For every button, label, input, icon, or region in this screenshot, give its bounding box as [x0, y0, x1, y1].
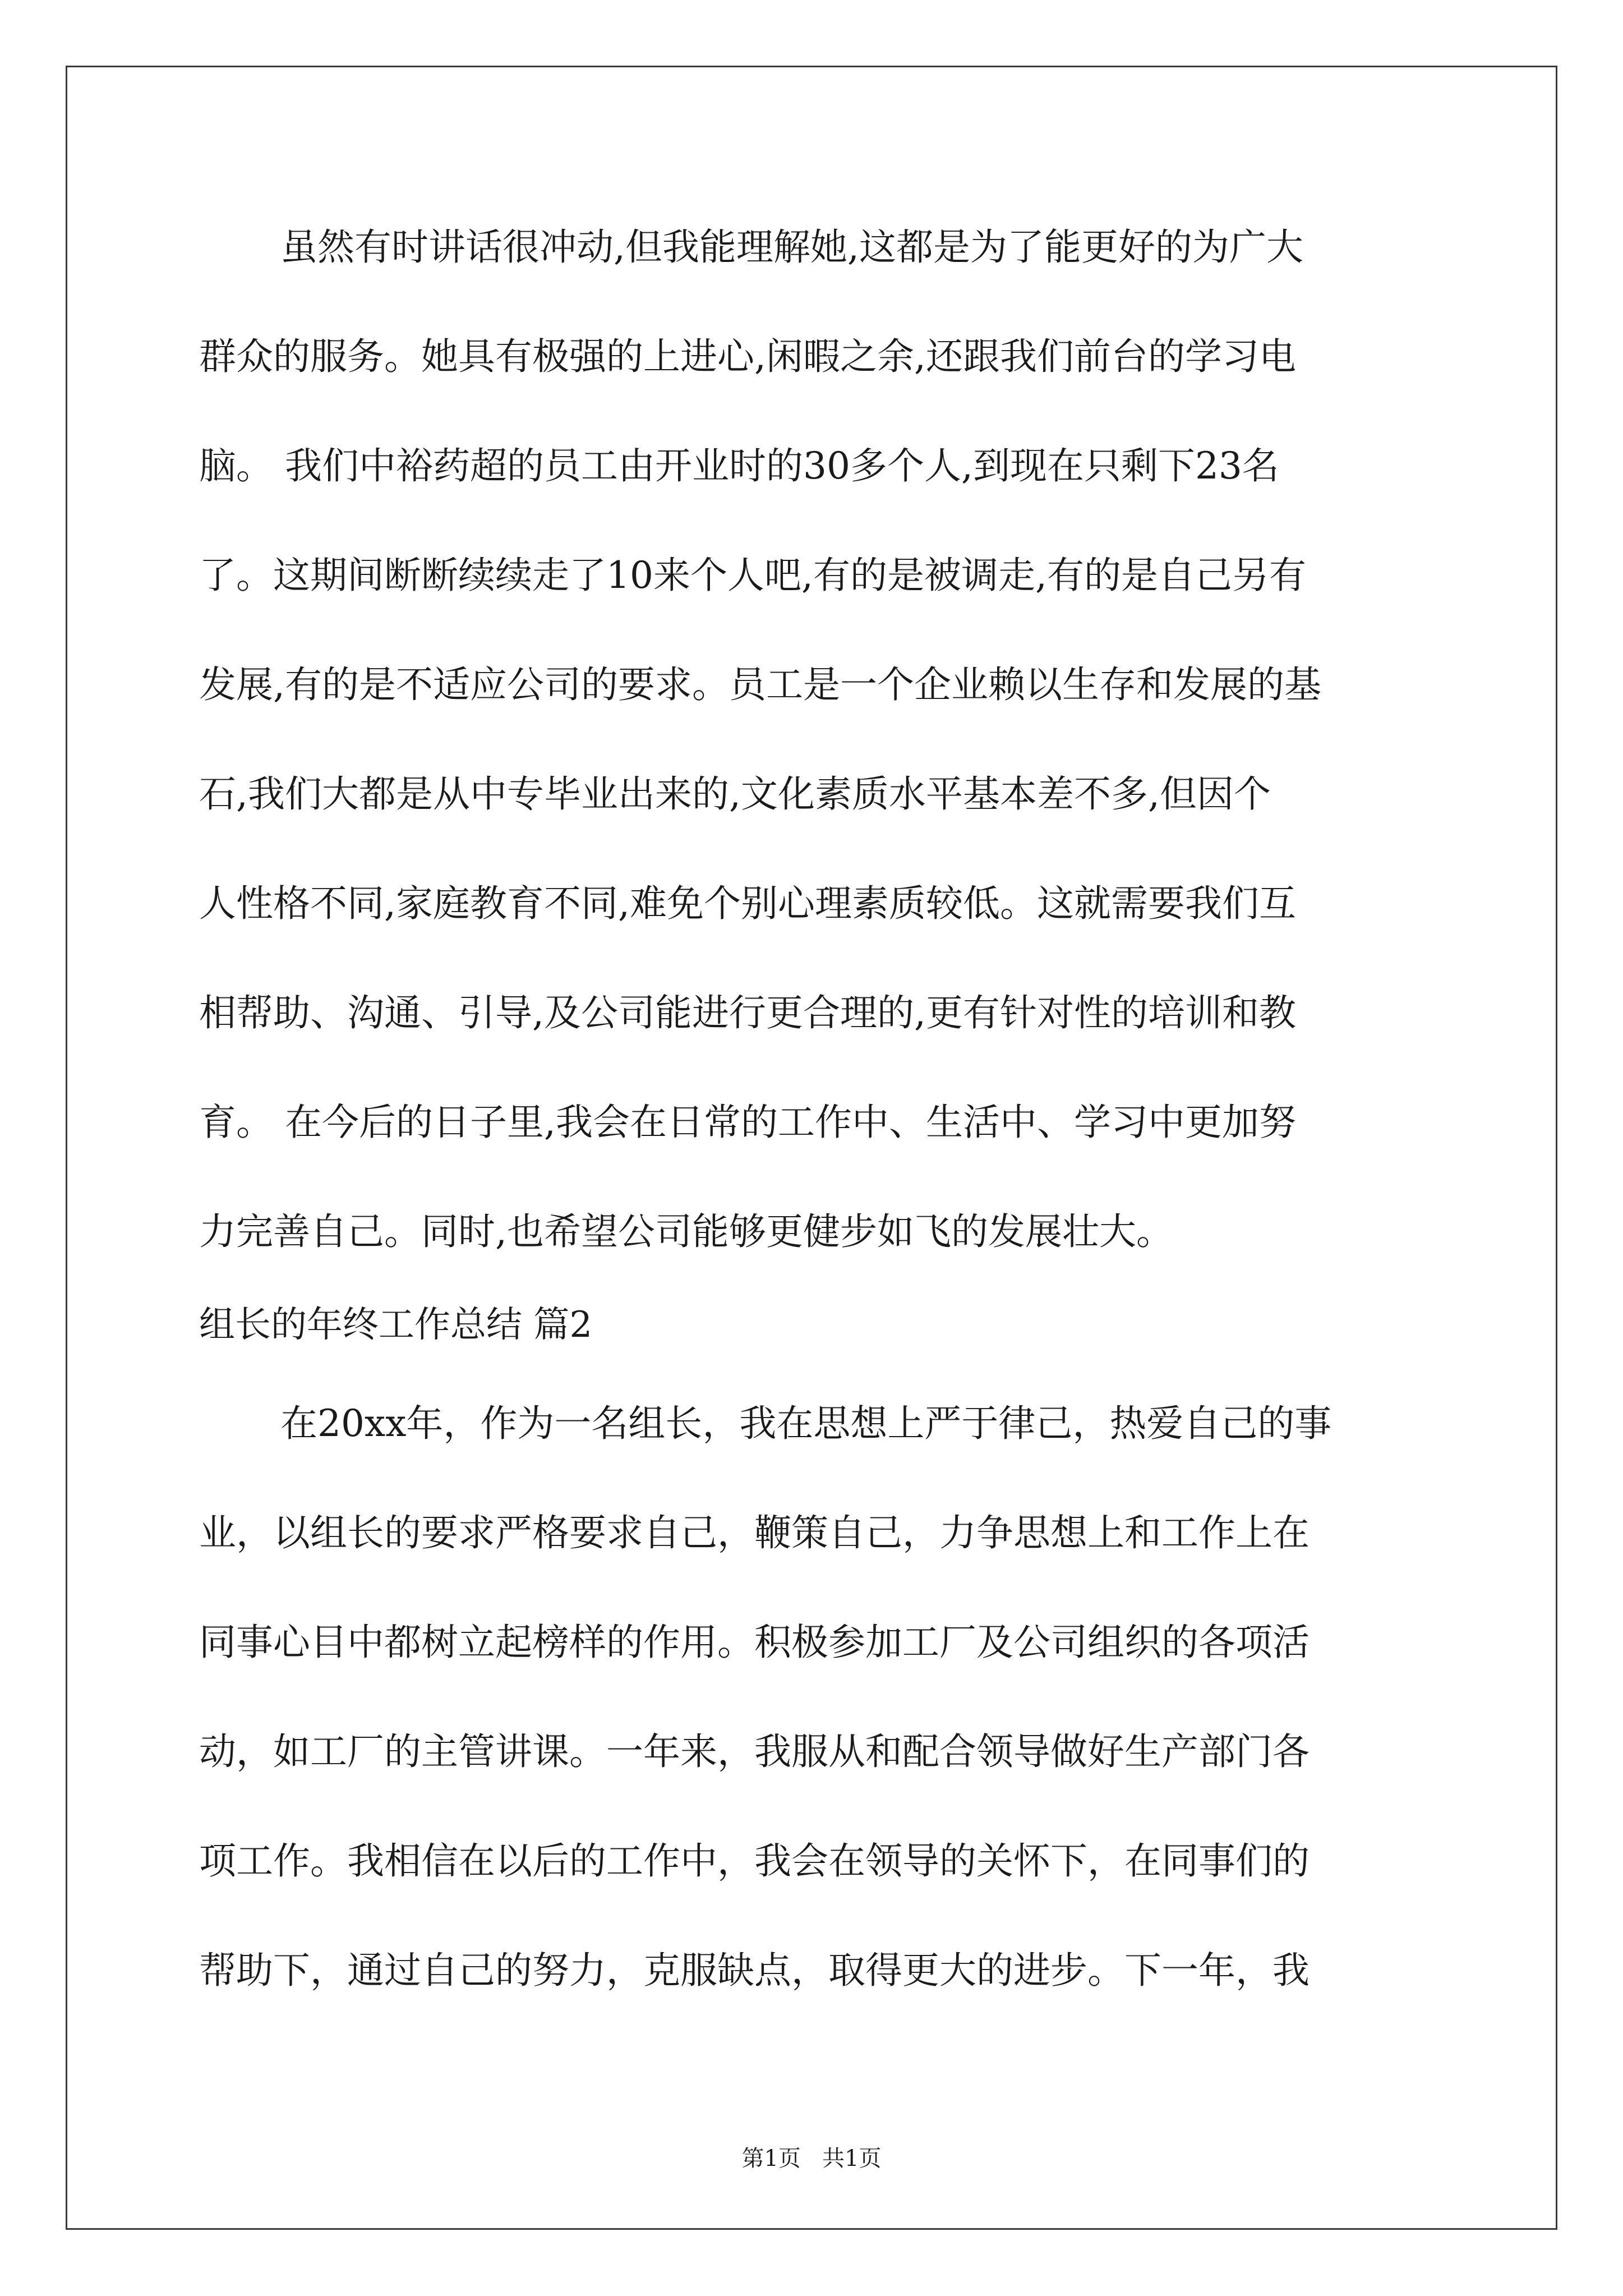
paragraph-line: 业，以组长的要求严格要求自己，鞭策自己，力争思想上和工作上在 [199, 1511, 1310, 1554]
paragraph-line: 力完善自己。同时,也希望公司能够更健步如飞的发展壮大。 [199, 1210, 1173, 1253]
paragraph-line: 项工作。我相信在以后的工作中，我会在领导的关怀下，在同事们的 [199, 1839, 1310, 1883]
page-border [66, 66, 1557, 2230]
paragraph-line: 群众的服务。她具有极强的上进心,闲暇之余,还跟我们前台的学习电 [199, 335, 1296, 378]
section-heading: 组长的年终工作总结 篇2 [199, 1304, 593, 1346]
paragraph-line: 在20xx年，作为一名组长，我在思想上严于律己，热爱自己的事 [280, 1402, 1332, 1445]
page-footer: 第1页 共1页 [741, 2146, 882, 2171]
paragraph-line: 人性格不同,家庭教育不同,难免个别心理素质较低。这就需要我们互 [199, 882, 1296, 925]
paragraph-line: 虽然有时讲话很冲动,但我能理解她,这都是为了能更好的为广大 [280, 226, 1303, 269]
paragraph-line: 石,我们大都是从中专毕业出来的,文化素质水平基本差不多,但因个 [199, 772, 1271, 816]
paragraph-line: 了。这期间断断续续走了10来个人吧,有的是被调走,有的是自己另有 [199, 554, 1306, 597]
paragraph-line: 育。 在今后的日子里,我会在日常的工作中、生活中、学习中更加努 [199, 1101, 1296, 1144]
paragraph-line: 脑。 我们中裕药超的员工由开业时的30多个人,到现在只剩下23名 [199, 444, 1279, 487]
paragraph-line: 发展,有的是不适应公司的要求。员工是一个企业赖以生存和发展的基 [199, 663, 1321, 706]
paragraph-line: 动，如工厂的主管讲课。一年来，我服从和配合领导做好生产部门各 [199, 1730, 1310, 1773]
paragraph-line: 帮助下，通过自己的努力，克服缺点，取得更大的进步。下一年，我 [199, 1949, 1310, 1992]
paragraph-line: 相帮助、沟通、引导,及公司能进行更合理的,更有针对性的培训和教 [199, 991, 1296, 1034]
paragraph-line: 同事心目中都树立起榜样的作用。积极参加工厂及公司组织的各项活 [199, 1621, 1310, 1664]
